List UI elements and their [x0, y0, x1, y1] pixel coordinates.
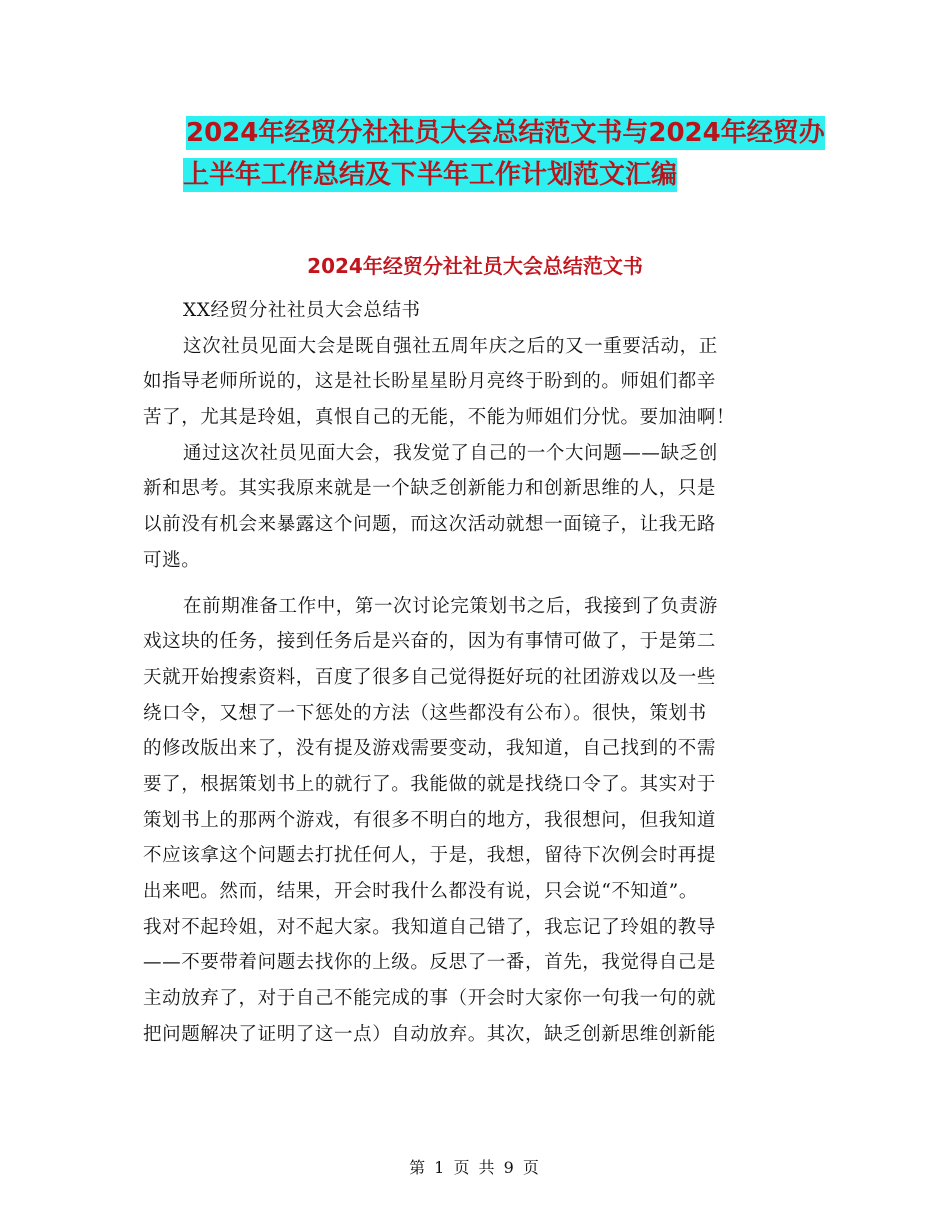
paragraph-line: 绕口令，又想了一下惩处的方法（这些都没有公布）。很快，策划书 — [143, 702, 707, 724]
paragraph-line: 我对不起玲姐，对不起大家。我知道自己错了，我忘记了玲姐的教导 — [143, 916, 717, 938]
paragraph-line: XX经贸分社社员大会总结书 — [183, 300, 421, 321]
paragraph-line: 如指导老师所说的，这是社长盼星星盼月亮终于盼到的。师姐们都辛 — [143, 371, 717, 393]
paragraph-line: 策划书上的那两个游戏，有很多不明白的地方，我很想问，但我知道 — [143, 809, 717, 831]
paragraph-line: 可逃。 — [143, 549, 201, 571]
document-title-line-1: 2024年经贸分社社员大会总结范文书与2024年经贸办 — [186, 118, 825, 148]
paragraph-line: 在前期准备工作中，第一次讨论完策划书之后，我接到了负责游 — [183, 595, 718, 617]
paragraph-line: 把问题解决了证明了这一点）自动放弃。其次，缺乏创新思维创新能 — [143, 1023, 717, 1045]
paragraph-line: 天就开始搜索资料，百度了很多自己觉得挺好玩的社团游戏以及一些 — [143, 666, 717, 688]
paragraph-line: 新和思考。其实我原来就是一个缺乏创新能力和创新思维的人，只是 — [143, 478, 717, 500]
paragraph-line: 这次社员见面大会是既自强社五周年庆之后的又一重要活动，正 — [183, 335, 718, 357]
paragraph-line: 以前没有机会来暴露这个问题，而这次活动就想一面镜子，让我无路 — [143, 514, 717, 536]
paragraph-line: 主动放弃了，对于自己不能完成的事（开会时大家你一句我一句的就 — [143, 988, 717, 1010]
paragraph-line: 通过这次社员见面大会，我发觉了自己的一个大问题——缺乏创 — [183, 442, 718, 464]
section-title: 2024年经贸分社社员大会总结范文书 — [307, 254, 643, 278]
page-footer: 第 1 页 共 9 页 — [409, 1158, 541, 1177]
paragraph-spacer — [143, 579, 803, 589]
paragraph-line: 出来吧。然而，结果，开会时我什么都没有说，只会说“不知道”。 — [143, 881, 698, 902]
document-title-line-2: 上半年工作总结及下半年工作计划范文汇编 — [183, 160, 678, 190]
document-body — [143, 293, 803, 1052]
paragraph-line: 的修改版出来了，没有提及游戏需要变动，我知道，自己找到的不需 — [143, 738, 717, 760]
paragraph-line: ——不要带着问题去找你的上级。反思了一番，首先，我觉得自己是 — [143, 952, 717, 974]
paragraph-line: 不应该拿这个问题去打扰任何人，于是，我想，留待下次例会时再提 — [143, 845, 717, 867]
paragraph-line: 要了，根据策划书上的就行了。我能做的就是找绕口令了。其实对于 — [143, 773, 717, 795]
paragraph-line: 苦了，尤其是玲姐，真恨自己的无能，不能为师姐们分忧。要加油啊！ — [143, 407, 736, 429]
paragraph-line: 戏这块的任务，接到任务后是兴奋的，因为有事情可做了，于是第二 — [143, 631, 717, 653]
